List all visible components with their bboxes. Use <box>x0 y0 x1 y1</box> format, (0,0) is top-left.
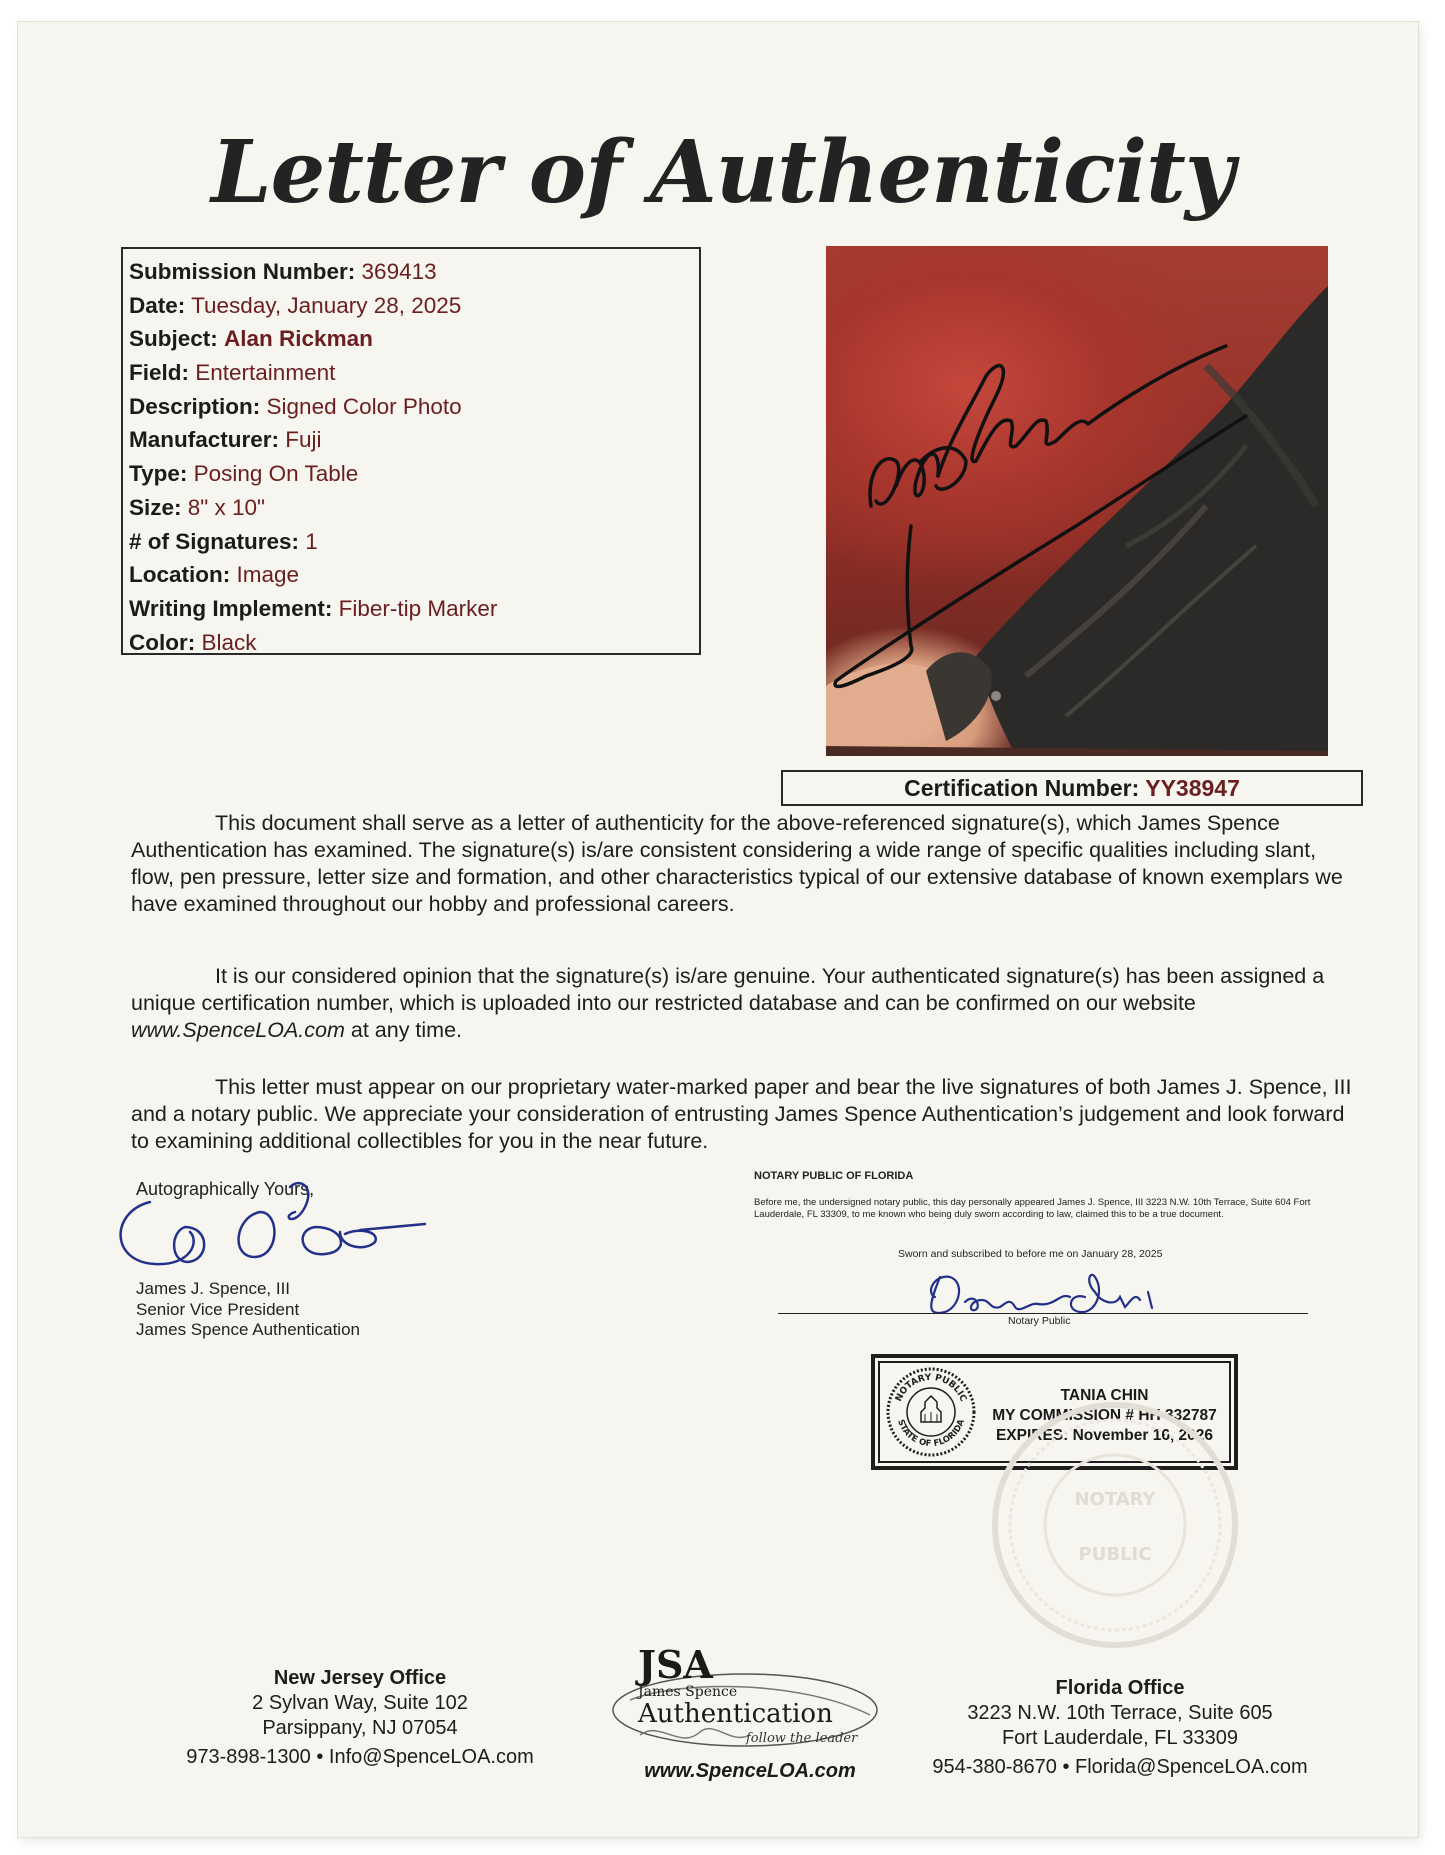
info-value: Tuesday, January 28, 2025 <box>191 292 462 318</box>
info-value: Alan Rickman <box>224 326 373 352</box>
jsa-website[interactable]: www.SpenceLOA.com <box>644 1760 856 1782</box>
info-value: Fuji <box>285 427 322 453</box>
spence-signature <box>110 1172 440 1272</box>
paragraph-1-text: This document shall serve as a letter of authenticity for the above-referenced signature(s), which James Spence Authentication has examined. The signature(s) is/are consistent considering a wide range of specific qualities including slant, flow, pen pressure, letter size and formation, and other characteristics typical of our extensive database of known exemplars we have examined throughout our hobby and professional careers. <box>131 811 1343 916</box>
info-value: 1 <box>305 528 318 554</box>
info-label: Manufacturer: <box>129 427 280 453</box>
notary-heading: NOTARY PUBLIC OF FLORIDA <box>754 1170 914 1182</box>
certification-label: Certification Number: <box>904 775 1140 801</box>
sworn-statement: Sworn and subscribed to before me on January 28, 2025 <box>898 1248 1163 1260</box>
info-label: Field: <box>129 360 189 386</box>
info-label: Color: <box>129 629 196 655</box>
signed-photo <box>826 246 1328 756</box>
info-value: Image <box>236 562 300 588</box>
signer-block <box>136 1279 360 1341</box>
notary-name: TANIA CHIN <box>1060 1387 1149 1404</box>
nj-office-contact: 973-898-1300 • Info@SpenceLOA.com <box>186 1746 534 1768</box>
signoff-text: Autographically Yours, <box>136 1179 315 1199</box>
jsa-word: Authentication <box>638 1699 833 1729</box>
info-row <box>129 289 699 323</box>
info-value: Posing On Table <box>193 461 359 487</box>
signer-name: James J. Spence, III <box>136 1279 291 1298</box>
nj-office-line2: Parsippany, NJ 07054 <box>262 1717 458 1739</box>
info-row <box>129 626 699 660</box>
info-row <box>129 592 699 626</box>
info-value: Entertainment <box>195 360 336 386</box>
info-label: Size: <box>129 494 182 520</box>
paragraph-3 <box>131 1074 1361 1155</box>
nj-office-line1: 2 Sylvan Way, Suite 102 <box>252 1692 468 1714</box>
signer-role: Senior Vice President <box>136 1299 300 1319</box>
info-label: Date: <box>129 292 186 318</box>
jsa-logo <box>600 1640 890 1755</box>
jsa-sub: James Spence <box>638 1684 738 1700</box>
seal-top-text: NOTARY PUBLIC <box>894 1372 968 1404</box>
certification-number: YY38947 <box>1145 775 1240 801</box>
fl-office-line1: 3223 N.W. 10th Terrace, Suite 605 <box>967 1702 1273 1724</box>
website-link[interactable]: www.SpenceLOA.com <box>131 1018 345 1042</box>
signer-company: James Spence Authentication <box>136 1320 360 1339</box>
info-label: Type: <box>129 461 188 487</box>
info-value: Black <box>201 629 257 655</box>
certification-box <box>781 770 1363 806</box>
notary-commission: MY COMMISSION # HH 332787 <box>992 1407 1217 1424</box>
info-row <box>129 356 699 390</box>
notary-expiration: EXPIRES: November 16, 2026 <box>995 1427 1214 1444</box>
fl-office-heading: Florida Office <box>1055 1677 1185 1699</box>
info-row <box>129 423 699 457</box>
autograph-signature <box>826 246 1328 756</box>
info-value: 8" x 10" <box>187 494 266 520</box>
fl-office <box>880 1676 1360 1780</box>
info-label: Writing Implement: <box>129 595 333 621</box>
info-row <box>129 390 699 424</box>
emboss-text-1: NOTARY <box>1074 1489 1156 1510</box>
notary-signature-line <box>778 1313 1308 1314</box>
notary-seal-icon <box>885 1366 977 1458</box>
info-label: Location: <box>129 562 231 588</box>
info-value: Signed Color Photo <box>266 393 462 419</box>
fl-office-contact: 954-380-8670 • Florida@SpenceLOA.com <box>932 1756 1308 1778</box>
info-row <box>129 491 699 525</box>
info-label: Submission Number: <box>129 259 356 284</box>
info-row <box>129 525 699 559</box>
seal-bottom-text: STATE OF FLORIDA <box>895 1418 967 1450</box>
nj-office <box>150 1666 570 1770</box>
jsa-tagline: follow the leader <box>746 1731 858 1746</box>
paragraph-2-text: It is our considered opinion that the signature(s) is/are genuine. Your authenticated signature(s) has been assigned a unique certification number, which is uploaded into our restricted database and can be confirmed on our website <box>131 964 1325 1015</box>
submission-details-box <box>121 247 701 655</box>
info-row <box>129 255 699 289</box>
info-label: Description: <box>129 393 261 419</box>
notary-statement: Before me, the undersigned notary public, this day personally appeared James J. Spence, III 3223 N.W. 10th Terrace, Suite 604 Fort Lauderdale, FL 33309, to me known who being duly sworn according to law, claimed this to be a true document. <box>754 1197 1311 1220</box>
jsa-mark: JSA <box>638 1642 713 1687</box>
paragraph-1 <box>131 810 1361 918</box>
nj-office-heading: New Jersey Office <box>273 1667 447 1689</box>
paragraph-3-text: This letter must appear on our proprietary water-marked paper and bear the live signatures of both James J. Spence, III and a notary public. We appreciate your consideration of entrusting James Spence Authentication’s judgement and look forward to examining additional collectibles for you in the near future. <box>131 1075 1352 1153</box>
info-label: # of Signatures: <box>129 528 300 554</box>
info-row <box>129 457 699 491</box>
info-value: Fiber-tip Marker <box>338 595 498 621</box>
paragraph-2-tail: at any time. <box>344 1018 463 1042</box>
info-label: Subject: <box>129 326 218 352</box>
emboss-text-2: PUBLIC <box>1078 1544 1152 1565</box>
fl-office-line2: Fort Lauderdale, FL 33309 <box>1001 1727 1239 1749</box>
info-row <box>129 322 699 356</box>
info-row <box>129 558 699 592</box>
embossed-seal <box>985 1400 1245 1650</box>
info-value: 369413 <box>361 259 437 284</box>
paragraph-2 <box>131 963 1361 1044</box>
document-title: Letter of Authenticity <box>211 122 1234 223</box>
notary-public-label: Notary Public <box>1008 1315 1071 1327</box>
